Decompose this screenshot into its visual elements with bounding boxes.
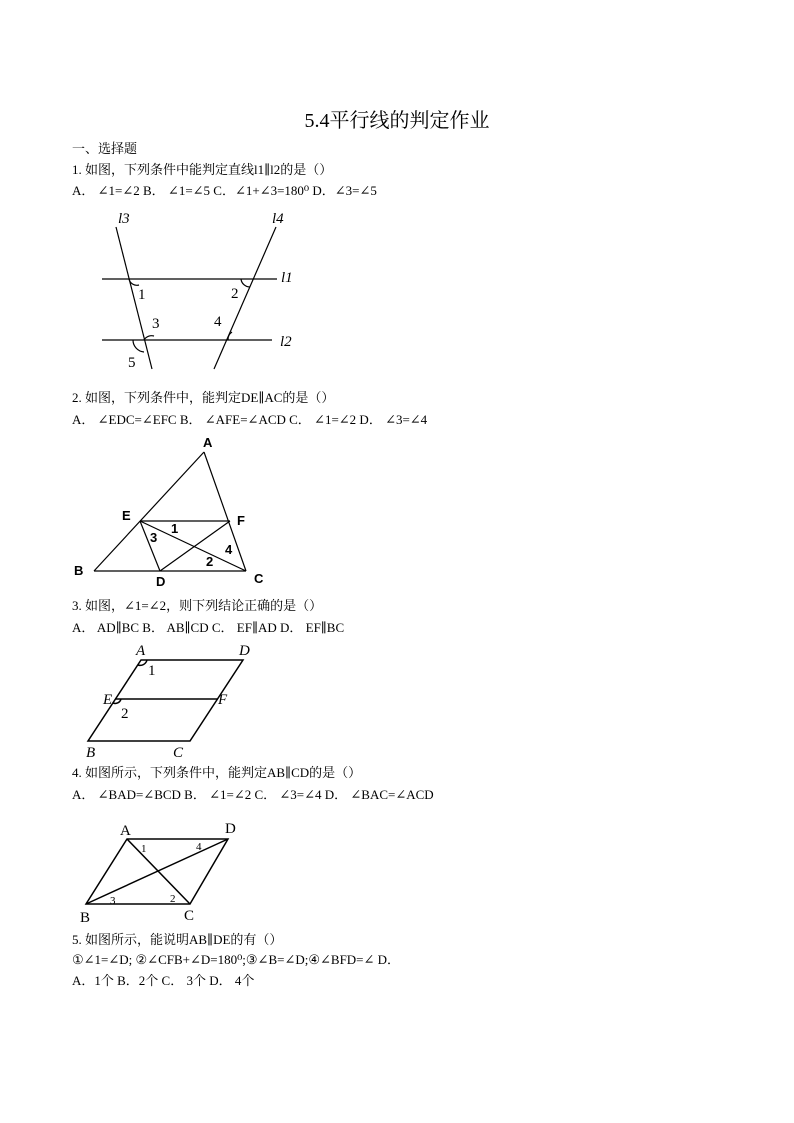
fig2-label-E: E <box>122 508 131 523</box>
fig2-label-2: 2 <box>206 554 214 569</box>
fig2-label-4: 4 <box>225 542 233 557</box>
angle-arc-5 <box>133 340 144 352</box>
question-2-figure <box>68 432 278 592</box>
fig1-label-5: 5 <box>128 355 136 371</box>
question-4-figure <box>74 815 254 930</box>
question-3-stem: 3. 如图，∠1=∠2，则下列结论正确的是（） <box>72 598 323 613</box>
question-4-options: A． ∠BAD=∠BCD B． ∠1=∠2 C． ∠3=∠4 D． ∠BAC=∠ACD <box>72 787 434 802</box>
angle-arc-4 <box>228 332 232 340</box>
fig3-label-C: C <box>173 745 184 761</box>
fig2-label-D: D <box>156 574 166 589</box>
fig3-label-F: F <box>218 692 228 708</box>
question-2-options: A． ∠EDC=∠EFC B． ∠AFE=∠ACD C． ∠1=∠2 D． ∠3=∠4 <box>72 412 428 427</box>
fig4-label-2: 2 <box>170 893 176 905</box>
question-1-figure <box>92 205 302 375</box>
fig1-label-l3: l3 <box>118 211 130 227</box>
page-title: 5.4平行线的判定作业 <box>304 110 490 132</box>
fig3-label-1: 1 <box>148 663 156 679</box>
fig1-label-3: 3 <box>152 316 160 332</box>
fig1-label-l2: l2 <box>280 334 292 350</box>
question-5-conditions: ①∠1=∠D; ②∠CFB+∠D=180⁰;③∠B=∠D;④∠BFD=∠ D． <box>72 952 401 967</box>
fig1-label-4: 4 <box>214 314 222 330</box>
question-2-stem: 2. 如图，下列条件中，能判定DE∥AC的是（） <box>72 390 335 405</box>
fig2-label-A: A <box>203 435 213 450</box>
fig3-label-B: B <box>86 745 96 761</box>
angle-arc-2 <box>241 279 250 287</box>
fig2-label-B: B <box>74 563 84 578</box>
question-1-stem: 1. 如图，下列条件中能判定直线l1∥l2的是（） <box>72 162 333 177</box>
fig4-label-D: D <box>225 821 236 837</box>
fig3-label-E: E <box>103 692 113 708</box>
question-1-options: A． ∠1=∠2 B． ∠1=∠5 C．∠1+∠3=180⁰ D．∠3=∠5 <box>72 183 377 198</box>
question-3-options: A． AD∥BC B． AB∥CD C． EF∥AD D． EF∥BC <box>72 620 345 635</box>
segment-BA <box>94 452 204 571</box>
fig4-label-C: C <box>184 908 195 924</box>
fig4-label-4: 4 <box>196 841 202 853</box>
fig3-label-A: A <box>136 643 146 659</box>
question-5-stem: 5. 如图所示，能说明AB∥DE的有（） <box>72 932 283 947</box>
fig3-label-2: 2 <box>121 706 129 722</box>
fig3-label-D: D <box>239 643 250 659</box>
question-4-stem: 4. 如图所示，下列条件中，能判定AB∥CD的是（） <box>72 765 362 780</box>
line-l3 <box>116 227 152 369</box>
fig2-label-3: 3 <box>150 530 158 545</box>
fig1-label-2: 2 <box>231 286 239 302</box>
fig4-label-B: B <box>80 910 91 926</box>
question-3-figure <box>80 640 270 765</box>
fig4-label-A: A <box>120 823 131 839</box>
line-l4 <box>214 227 276 369</box>
fig1-label-l4: l4 <box>272 211 284 227</box>
fig4-label-1: 1 <box>141 843 147 855</box>
fig2-label-F: F <box>237 513 245 528</box>
question-5-options: A．1个 B．2个 C． 3个 D． 4个 <box>72 973 255 988</box>
angle-arc-3 <box>144 336 154 340</box>
fig4-label-3: 3 <box>110 895 116 907</box>
fig2-label-C: C <box>254 571 264 586</box>
fig2-label-1: 1 <box>171 521 179 536</box>
section-heading: 一、选择题 <box>72 141 138 156</box>
fig1-label-l1: l1 <box>281 270 293 286</box>
fig1-label-1: 1 <box>138 287 146 303</box>
